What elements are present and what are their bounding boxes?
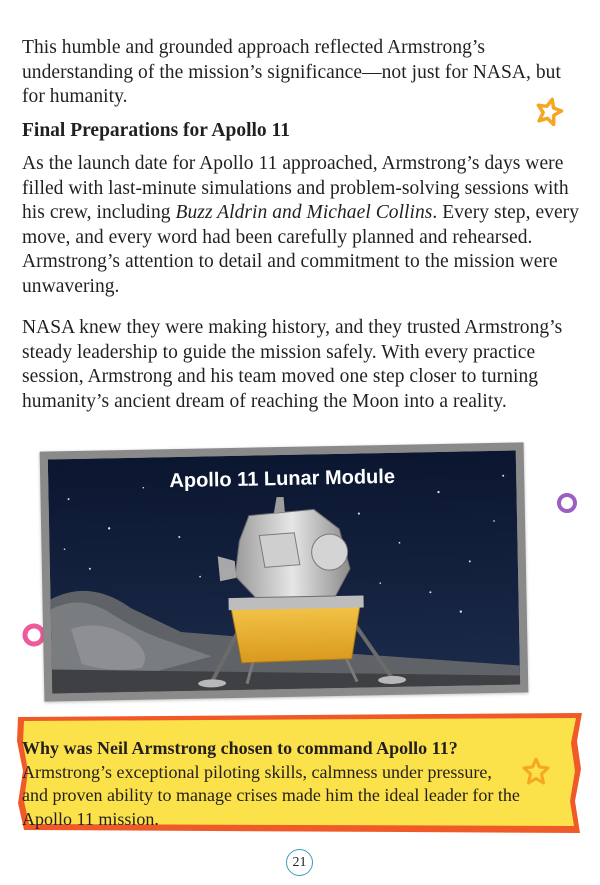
callout-question: Why was Neil Armstrong chosen to command Apollo 11? (22, 738, 458, 758)
page-number: 21 (286, 849, 313, 876)
lunar-module-photo (40, 442, 529, 701)
lunar-module-illustration (48, 451, 520, 694)
star-outline-icon (520, 756, 552, 788)
paragraph-history: NASA knew they were making history, and they trusted Armstrong’s steady leadership to guide the mission safely. With every practice session, Armstrong and his team moved one step closer to turning humanity’s ancient dream of reaching the Moon into a reality. (22, 317, 563, 412)
paragraph-intro: This humble and grounded approach reflected Armstrong’s understanding of the mission’s significance—not just for NASA, but for humanity. (22, 37, 561, 107)
image-caption: Apollo 11 Lunar Module (169, 465, 396, 493)
ring-purple-icon (555, 491, 579, 515)
callout-text (22, 737, 522, 831)
star-outline-icon (533, 96, 565, 128)
callout-answer: Armstrong’s exceptional piloting skills, calmness under pressure, and proven ability to manage crises made him the ideal leader for the Apollo 11 mission. (22, 761, 520, 829)
section-heading: Final Preparations for Apollo 11 (22, 120, 290, 141)
paragraph-preparations: As the launch date for Apollo 11 approached, Armstrong’s days were filled with last-minute simulations and problem-solving sessions with his crew, including Buzz Aldrin and Michael Collins. Every step, every move, and every word had been carefully planned and rehearsed. Armstrong’s attention to detail and commitment to the mission were unwavering. (22, 153, 580, 297)
crew-names: Buzz Aldrin and Michael Collins (175, 202, 433, 223)
